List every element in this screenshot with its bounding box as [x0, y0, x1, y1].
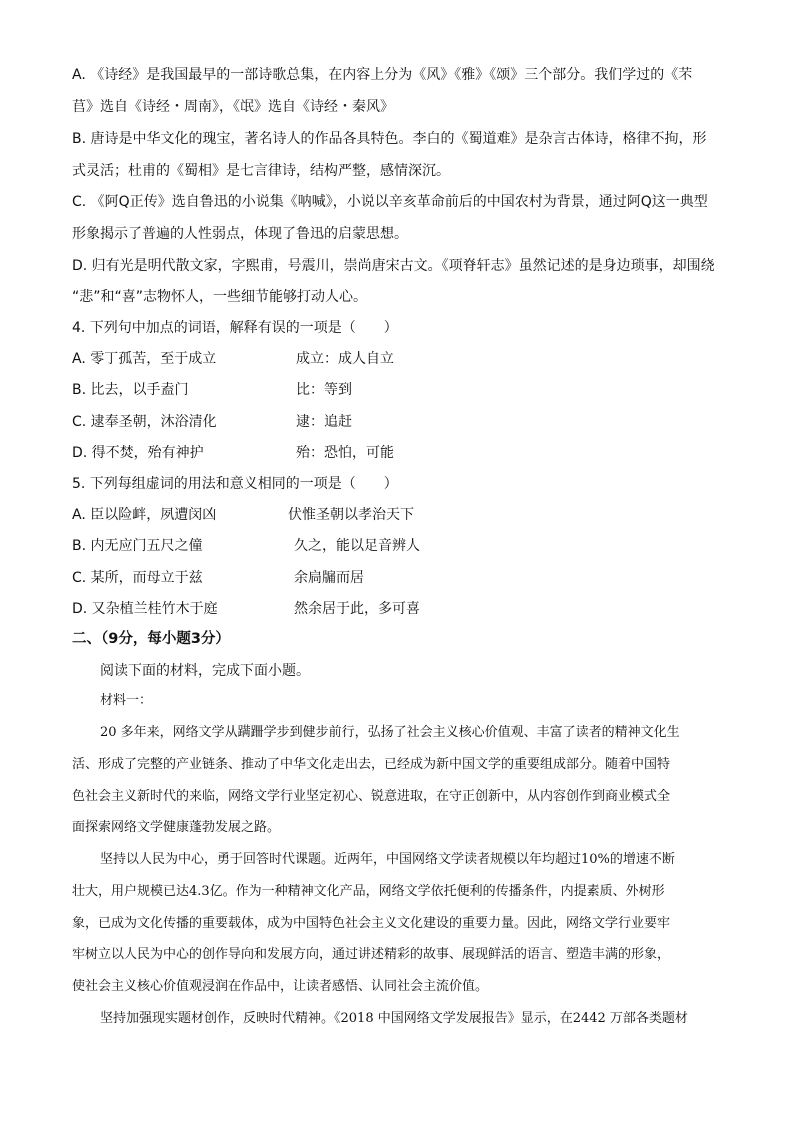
- q5-option-b-left: B. 内无应门五尺之僮: [72, 538, 203, 554]
- q3-option-d-line1: D. 归有光是明代散文家，字熙甫，号震川，崇尚唐宋古文。《项脊轩志》虽然记述的是身边琐事，却围绕: [72, 258, 715, 274]
- q3-option-d-line2: “悲”和“喜”志物怀人，一些细节能够打动人心。: [72, 289, 368, 305]
- q5-option-a-right: 伏惟圣朝以孝治天下: [288, 507, 414, 523]
- paragraph-1-line-3: 色社会主义新时代的来临，网络文学行业坚定初心、锐意进取，在守正创新中，从内容创作到商业模式全: [72, 789, 671, 804]
- q5-stem: 5. 下列每组虚词的用法和意义相同的一项是（ ）: [72, 476, 398, 492]
- paragraph-2-line-5: 使社会主义核心价值观浸润在作品中，让读者感悟、认同社会主流价值。: [72, 979, 489, 994]
- q4-option-b-right: 比：等到: [296, 382, 352, 398]
- q5-option-c-left: C. 某所，而母立于兹: [72, 570, 203, 586]
- reading-instruction: 阅读下面的材料，完成下面小题。: [100, 663, 310, 679]
- paragraph-1-line-2: 活、形成了完整的产业链条、推动了中华文化走出去，已经成为新中国文学的重要组成部分。随着中国特: [72, 757, 671, 772]
- q5-option-b-right: 久之，能以足音辨人: [294, 538, 420, 554]
- paragraph-1-line-4: 面探索网络文学健康蓬勃发展之路。: [72, 820, 281, 835]
- q4-option-a-left: A. 零丁孤苦，至于成立: [72, 351, 217, 367]
- q4-option-b-left: B. 比去，以手盍门: [72, 382, 189, 398]
- paragraph-2-line-2: 壮大，用户规模已达4.3亿。作为一种精神文化产品，网络文学依托便利的传播条件，内提素质、外树形: [72, 884, 665, 899]
- q4-option-c-right: 逮：追赶: [296, 414, 352, 430]
- q5-option-a-left: A. 臣以险衅，夙遭闵凶: [72, 507, 217, 523]
- paragraph-1-line-1: 20 多年来，网络文学从蹒跚学步到健步前行，弘扬了社会主义核心价值观、丰富了读者的精神文化生: [100, 725, 680, 740]
- q3-option-c-line2: 形象揭示了普遍的人性弱点，体现了鲁迅的启蒙思想。: [72, 226, 408, 242]
- q4-stem: 4. 下列句中加点的词语，解释有误的一项是（ ）: [72, 320, 398, 336]
- q3-option-b-line1: B. 唐诗是中华文化的瑰宝，著名诗人的作品各具特色。李白的《蜀道难》是杂言古体诗，格律不拘，形: [72, 131, 707, 147]
- q3-option-a-line2: 苢》选自《诗经・周南》，《氓》选自《诗经・秦风》: [72, 99, 394, 115]
- paragraph-2-line-1: 坚持以人民为中心，勇于回答时代课题。近两年，中国网络文学读者规模以年均超过10%的增速不断: [100, 852, 675, 867]
- q5-option-d-right: 然余居于此，多可喜: [294, 601, 420, 617]
- q4-option-d-right: 殆：恐怕，可能: [296, 445, 394, 461]
- q3-option-a-line1: A. 《诗经》是我国最早的一部诗歌总集，在内容上分为《风》《雅》《颂》三个部分。我们学过的《芣: [72, 67, 693, 83]
- q3-option-c-line1: C. 《阿Q正传》选自鲁迅的小说集《呐喊》，小说以辛亥革命前后的中国农村为背景，通过阿Q这一典型: [72, 194, 708, 210]
- q5-option-d-left: D. 又杂植兰桂竹木于庭: [72, 601, 218, 617]
- q3-option-b-line2: 式灵活；杜甫的《蜀相》是七言律诗，结构严整，感情深沉。: [72, 163, 450, 179]
- paragraph-2-line-3: 象，已成为文化传播的重要载体，成为中国特色社会主义文化建设的重要力量。因此，网络文学行业要牢: [72, 916, 671, 931]
- q4-option-d-left: D. 得不焚，殆有神护: [72, 445, 204, 461]
- paragraph-3-line-1: 坚持加强现实题材创作，反映时代精神。《2018 中国网络文学发展报告》显示，在2442 万部各类题材: [100, 1011, 688, 1026]
- material-label: 材料一：: [100, 693, 153, 708]
- q5-option-c-right: 余扃牖而居: [294, 570, 364, 586]
- q4-option-c-left: C. 逮奉圣朝，沐浴清化: [72, 414, 217, 430]
- q4-option-a-right: 成立：成人自立: [296, 351, 394, 367]
- paragraph-2-line-4: 牢树立以人民为中心的创作导向和发展方向，通过讲述精彩的故事、展现鲜活的语言、塑造丰满的形象，: [72, 947, 671, 962]
- section-heading: 二、（9分，每小题3分）: [72, 631, 230, 647]
